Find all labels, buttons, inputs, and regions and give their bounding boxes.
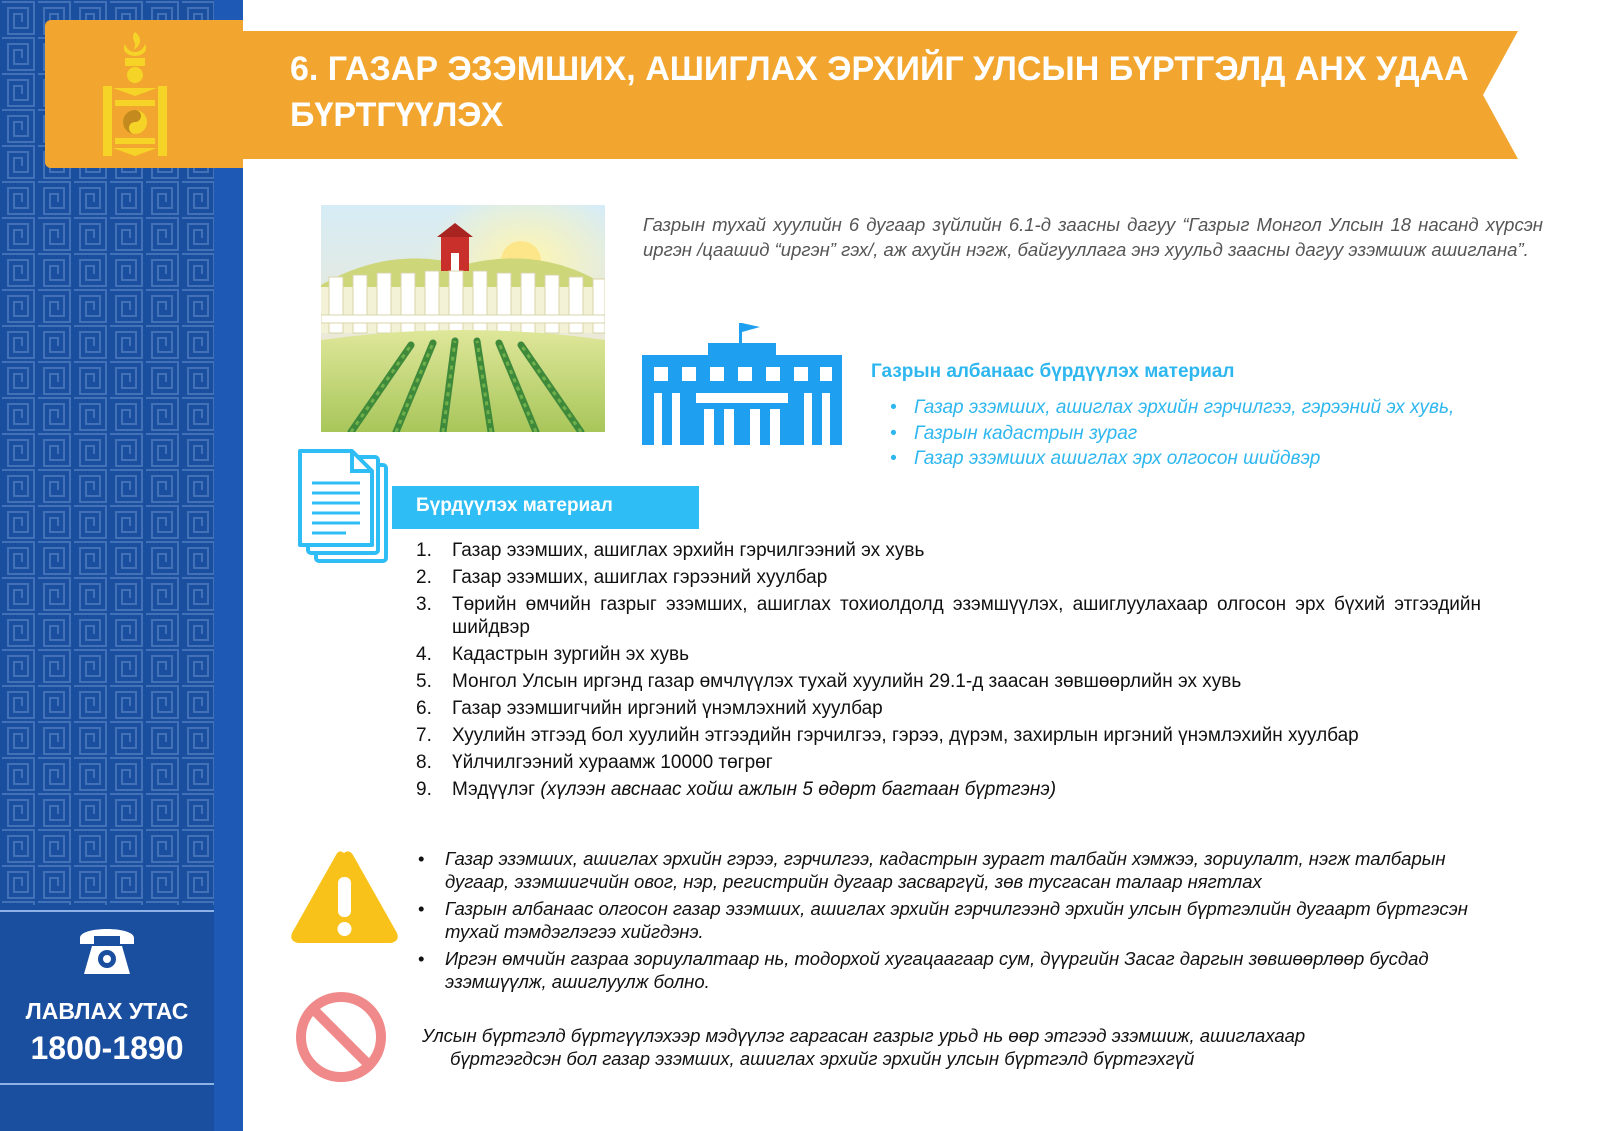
list-item	[416, 670, 1481, 693]
list-item	[416, 643, 1481, 666]
list-item	[416, 697, 1481, 720]
phone-number[interactable]: 1800-1890	[30, 1030, 184, 1066]
item-text: Газар эзэмших, ашиглах гэрээний хуулбар	[452, 567, 828, 588]
item-text: Кадастрын зургийн эх хувь	[452, 644, 690, 665]
list-item: • Газар эзэмших, ашиглах эрхийн гэрээ, гэрчилгээ, кадастрын зурагт талбайн хэмжээ, зориулалт, нэгж талбарын дугаар, эзэмшигчийн овог, нэр, регистрийн дугаар засваргүй, зөв тусгасан талаар нягтлах	[418, 847, 1483, 893]
item-text: Мэдүүлэг	[452, 779, 536, 800]
divider	[0, 1083, 214, 1085]
list-item: • Газар эзэмших, ашиглах эрхийн гэрчилгээ, гэрээний эх хувь,	[890, 395, 1454, 421]
list-item	[416, 724, 1481, 747]
item-number: 3.	[416, 594, 432, 615]
list-item	[416, 778, 1481, 801]
item-text: Төрийн өмчийн газрыг эзэмших, ашиглах тохиолдолд эзэмшүүлэх, ашиглуулахаар олгосон эрх бүхий этгээдийн шийдвэр	[452, 594, 1481, 638]
item-number: 5.	[416, 671, 432, 692]
list-item	[416, 593, 1481, 639]
required-materials-list	[416, 539, 1481, 805]
item-number: 8.	[416, 752, 432, 773]
intro-text: Газрын тухай хуулийн 6 дугаар зүйлийн 6.1-д заасны дагуу “Газрыг Монгол Улсын 18 насанд хүрсэн иргэн /цаашид “иргэн” гэх/, аж ахуйн нэгж, байгууллага энэ хуульд заасны дагуу эзэмшиж ашиглана”.	[643, 214, 1543, 260]
list-item: • Иргэн өмчийн газраа зориулалтаар нь, тодорхой хугацаагаар сум, дүүргийн Засаг даргын зөвшөөрлөөр бусдад эзэмшүүлж, ашиглуулж болно.	[418, 947, 1483, 993]
divider	[0, 910, 214, 912]
office-materials-list	[890, 395, 1454, 472]
item-text: Газар эзэмших, ашиглах эрхийн гэрчилгээний эх хувь	[452, 540, 925, 561]
warning-icon	[287, 847, 402, 947]
emblem-tab	[45, 20, 243, 168]
phone-label: ЛАВЛАХ УТАС	[25, 998, 189, 1024]
documents-icon	[296, 447, 392, 565]
item-note: (хүлээн авснаас хойш ажлын 5 өдөрт багтаан бүртгэнэ)	[540, 779, 1057, 800]
warning-list	[418, 847, 1483, 997]
sidebar	[0, 0, 243, 1131]
item-text: Монгол Улсын иргэнд газар өмчлүүлэх тухай хуулийн 29.1-д заасан зөвшөөрлийн эх хувь	[452, 671, 1242, 692]
item-number: 4.	[416, 644, 432, 665]
office-materials-title: Газрын албанаас бүрдүүлэх материал	[871, 361, 1235, 382]
government-building-icon	[642, 323, 842, 445]
item-number: 1.	[416, 540, 432, 561]
item-number: 6.	[416, 698, 432, 719]
prohibition-line-2: бүртгэгдсэн бол газар эзэмших, ашиглах эрхийг эрхийн улсын бүртгэлд бүртгэхгүй	[450, 1048, 1195, 1069]
sidebar-edge	[214, 0, 243, 1131]
item-text: Хуулийн этгээд бол хуулийн этгээдийн гэрчилгээ, гэрээ, дүрэм, захирлын иргэний үнэмлэхийн хуулбар	[452, 725, 1359, 746]
list-item	[416, 751, 1481, 774]
soyombo-icon	[95, 28, 175, 158]
item-text: Газар эзэмшигчийн иргэний үнэмлэхний хуулбар	[452, 698, 883, 719]
prohibited-icon	[294, 990, 388, 1084]
page-title: 6. ГАЗАР ЭЗЭМШИХ, АШИГЛАХ ЭРХИЙГ УЛСЫН БҮРТГЭЛД АНХ УДАА БҮРТГҮҮЛЭХ	[290, 50, 1469, 134]
telephone-icon	[76, 918, 138, 980]
list-item: • Газрын албанаас олгосон газар эзэмших, ашиглах эрхийн гэрчилгээнд эрхийн улсын бүртгэлийн дугаарт бүртгэсэн тухай тэмдэглэгээ хийгдэнэ.	[418, 897, 1483, 943]
required-materials-title: Бүрдүүлэх материал	[416, 495, 613, 516]
list-item	[416, 566, 1481, 589]
prohibition-line-1: Улсын бүртгэлд бүртгүүлэхээр мэдүүлэг гаргасан газрыг урьд нь өөр этгээд эзэмшиж, ашиглахаар	[422, 1025, 1306, 1046]
item-number: 9.	[416, 779, 432, 800]
list-item: • Газрын кадастрын зураг	[890, 421, 1454, 447]
list-item	[416, 539, 1481, 562]
item-number: 2.	[416, 567, 432, 588]
item-text: Үйлчилгээний хураамж 10000 төгрөг	[452, 752, 773, 773]
list-item: • Газар эзэмших ашиглах эрх олгосон шийдвэр	[890, 446, 1454, 472]
prohibition-text	[422, 1024, 1462, 1070]
farm-illustration	[321, 205, 605, 432]
item-number: 7.	[416, 725, 432, 746]
